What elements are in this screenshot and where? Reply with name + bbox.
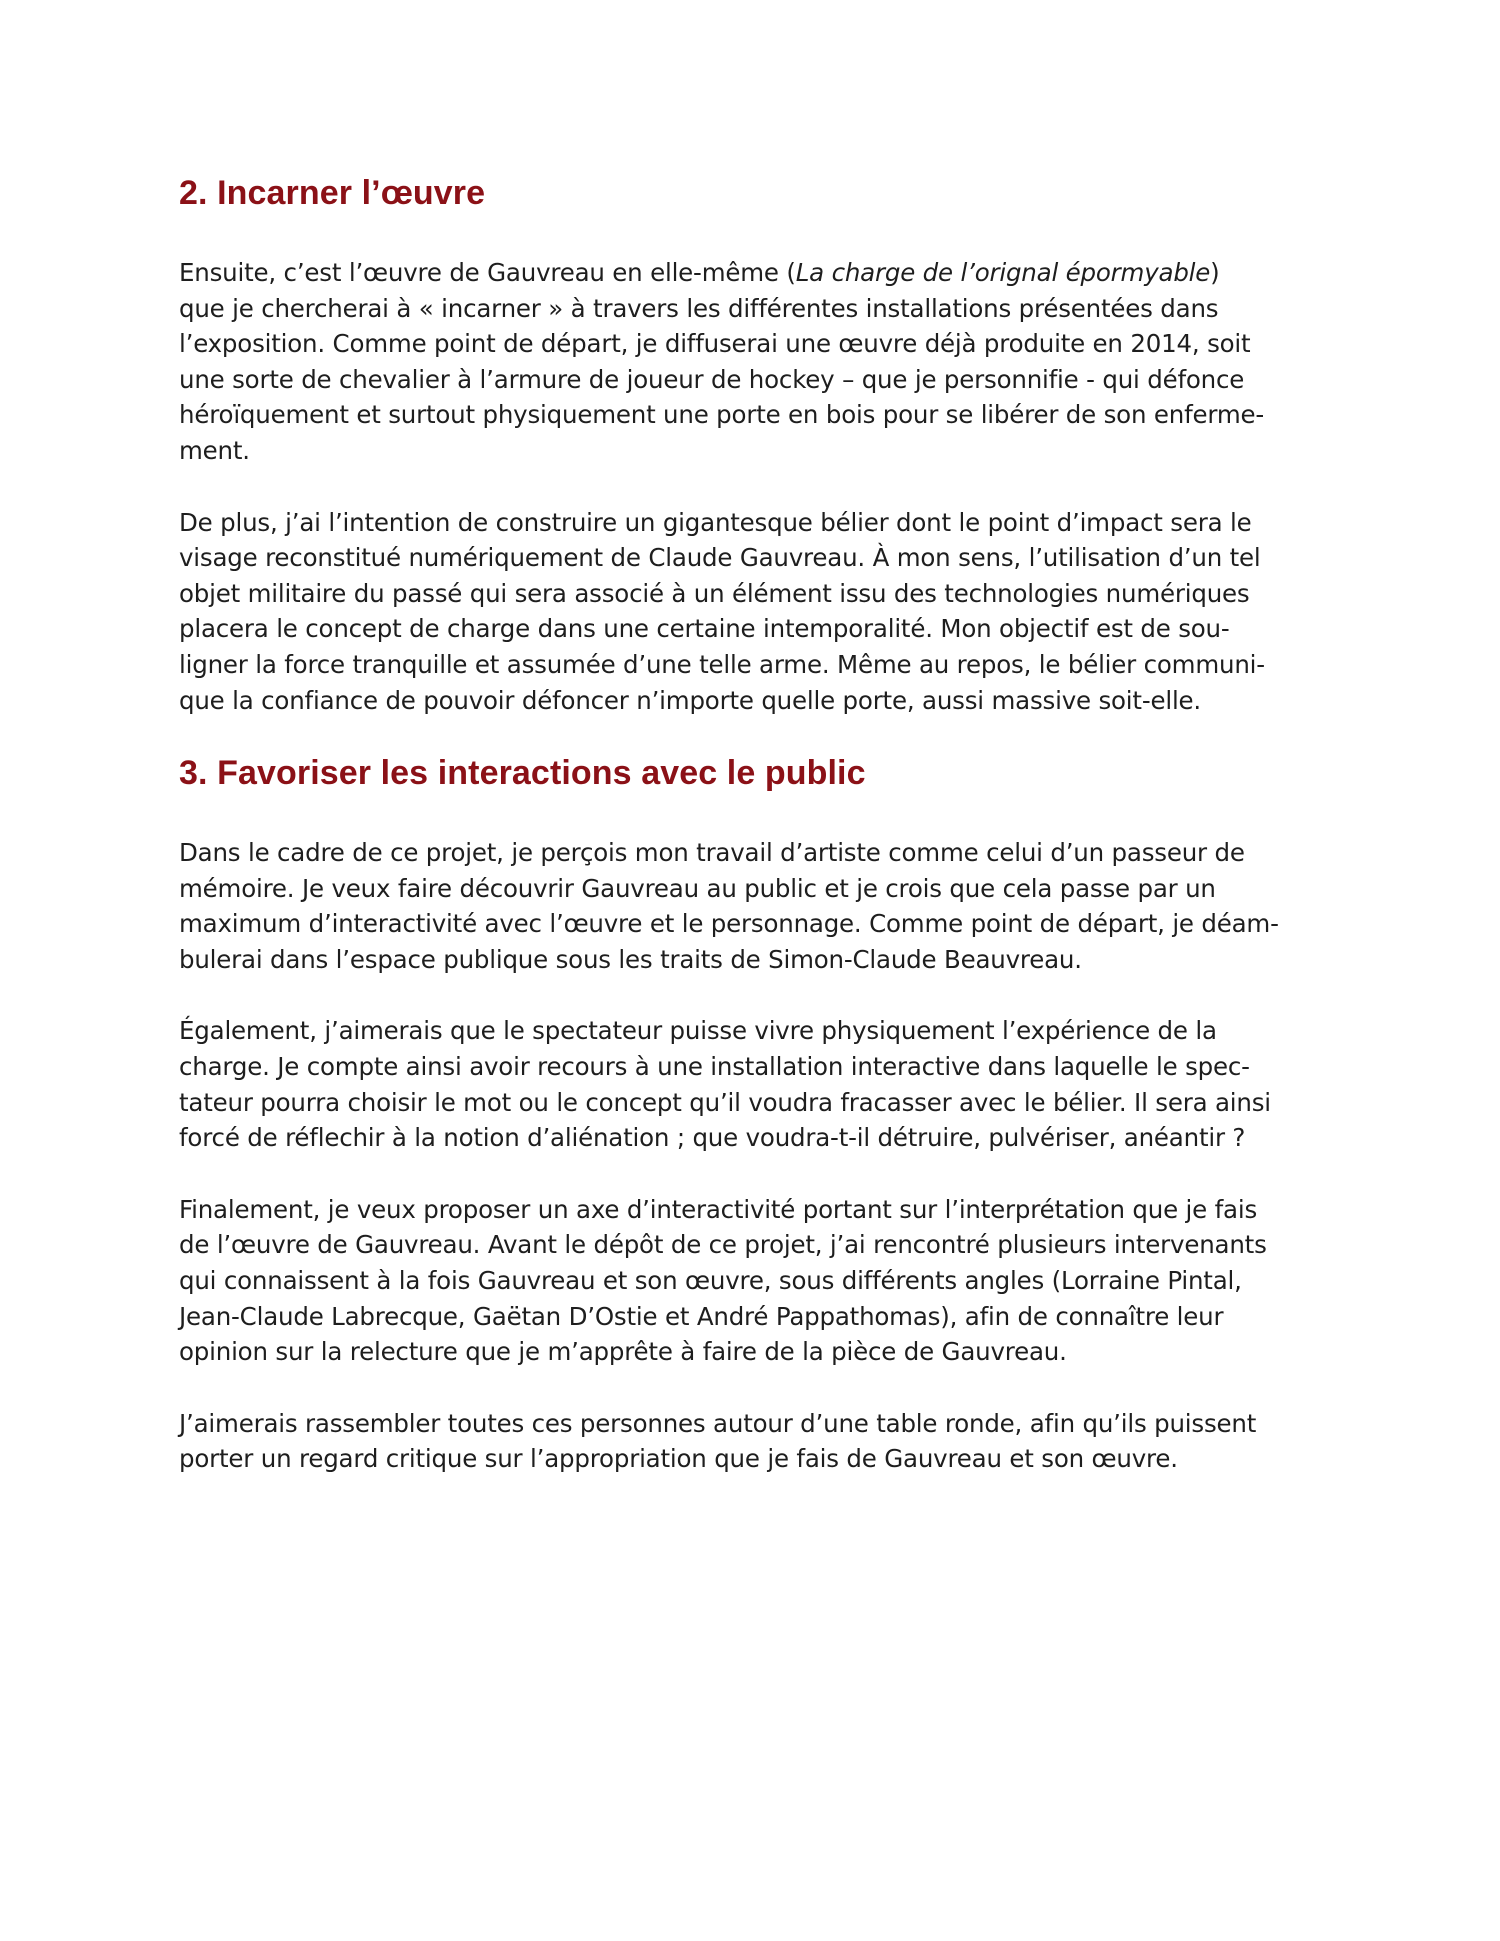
text-line: Finalement, je veux proposer un axe d’interactivité portant sur l’interprétation que je fais <box>179 1194 1258 1224</box>
text-line: mémoire. Je veux faire découvrir Gauvreau au public et je crois que cela passe par un <box>179 873 1216 903</box>
paragraph <box>179 1192 1339 1370</box>
text-line: l’exposition. Comme point de départ, je diffuserai une œuvre déjà produite en 2014, soit <box>179 329 1251 359</box>
paragraph <box>179 255 1339 469</box>
text-line: Dans le cadre de ce projet, je perçois mon travail d’artiste comme celui d’un passeur de <box>179 838 1245 867</box>
text-line: héroïquement et surtout physiquement une porte en bois pour se libérer de son enferme- <box>179 400 1265 430</box>
paragraph <box>179 505 1339 719</box>
text-line <box>179 255 1339 291</box>
text-line: Jean-Claude Labrecque, Gaëtan D’Ostie et André Pappathomas), afin de connaître leur <box>179 1301 1224 1331</box>
text-line: opinion sur la relecture que je m’apprête à faire de la pièce de Gauvreau. <box>179 1337 1067 1367</box>
text-line: tateur pourra choisir le mot ou le concept qu’il voudra fracasser avec le bélier. Il sera ainsi <box>179 1087 1271 1117</box>
section-interactions-public <box>179 748 1339 1477</box>
text-line: placera le concept de charge dans une certaine intemporalité. Mon objectif est de sou- <box>179 614 1230 644</box>
text-line: ment. <box>179 435 250 465</box>
text-fragment: Ensuite, c’est l’œuvre de Gauvreau en elle-même ( <box>179 258 796 287</box>
text-fragment: ) <box>1210 258 1220 287</box>
work-title: La charge de l’orignal épormyable <box>795 258 1211 287</box>
text-line: ligner la force tranquille et assumée d’une telle arme. Même au repos, le bélier communi- <box>179 649 1265 679</box>
text-line: que la confiance de pouvoir défoncer n’importe quelle porte, aussi massive soit-elle. <box>179 685 1202 715</box>
text-line: De plus, j’ai l’intention de construire un gigantesque bélier dont le point d’impact sera le <box>179 507 1252 537</box>
text-line: porter un regard critique sur l’appropriation que je fais de Gauvreau et son œuvre. <box>179 1444 1178 1474</box>
paragraph <box>179 1013 1339 1155</box>
section-heading: 3. Favoriser les interactions avec le public <box>179 754 866 792</box>
text-line: forcé de réflechir à la notion d’aliénation ; que voudra-t-il détruire, pulvériser, anéantir ? <box>179 1123 1246 1153</box>
text-line: charge. Je compte ainsi avoir recours à une installation interactive dans laquelle le spec- <box>179 1051 1250 1081</box>
text-line: visage reconstitué numériquement de Claude Gauvreau. À mon sens, l’utilisation d’un tel <box>179 543 1261 573</box>
text-line: Également, j’aimerais que le spectateur puisse vivre physiquement l’expérience de la <box>179 1016 1217 1046</box>
text-line: qui connaissent à la fois Gauvreau et son œuvre, sous différents angles (Lorraine Pintal, <box>179 1265 1242 1295</box>
text-line: de l’œuvre de Gauvreau. Avant le dépôt de ce projet, j’ai rencontré plusieurs intervenants <box>179 1230 1267 1260</box>
paragraph <box>179 835 1339 977</box>
text-line: J’aimerais rassembler toutes ces personnes autour d’une table ronde, afin qu’ils puissent <box>179 1408 1257 1438</box>
text-line: bulerai dans l’espace publique sous les traits de Simon-Claude Beauvreau. <box>179 944 1082 974</box>
text-line: maximum d’interactivité avec l’œuvre et le personnage. Comme point de départ, je déam- <box>179 909 1279 939</box>
paragraph <box>179 1406 1339 1477</box>
text-line: objet militaire du passé qui sera associé à un élément issu des technologies numériques <box>179 578 1250 608</box>
section-incarner-oeuvre <box>179 168 1339 718</box>
document-page <box>179 0 1339 1941</box>
section-heading: 2. Incarner l’œuvre <box>179 174 486 212</box>
text-line: une sorte de chevalier à l’armure de joueur de hockey – que je personnifie - qui défonce <box>179 364 1245 394</box>
text-line: que je chercherai à « incarner » à travers les différentes installations présentées dans <box>179 293 1219 323</box>
